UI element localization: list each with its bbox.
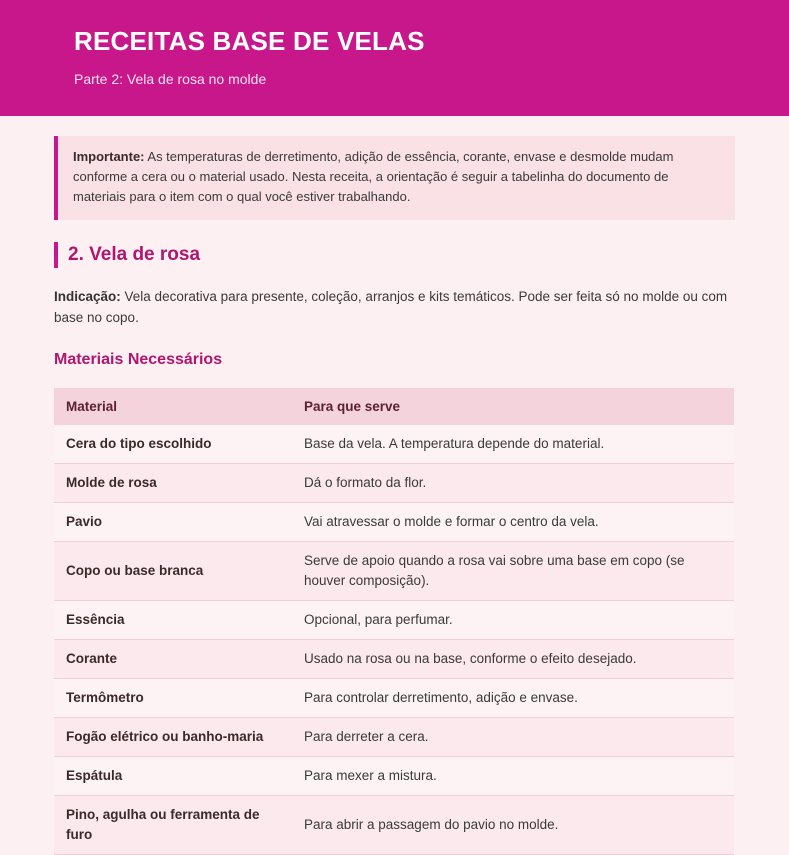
table-row	[54, 542, 734, 601]
column-header-purpose: Para que serve	[292, 388, 734, 425]
material-cell: Essência	[54, 601, 292, 640]
material-cell: Corante	[54, 640, 292, 679]
section-title: 2. Vela de rosa	[54, 242, 735, 268]
table-row	[54, 640, 734, 679]
purpose-cell: Para controlar derretimento, adição e envase.	[292, 679, 734, 718]
materials-table	[54, 388, 734, 855]
page-subtitle: Parte 2: Vela de rosa no molde	[74, 71, 267, 87]
materials-heading: Materiais Necessários	[54, 351, 223, 368]
table-row	[54, 757, 734, 796]
indication-label: Indicação:	[54, 289, 121, 304]
table-header-row	[54, 388, 734, 425]
purpose-cell: Para abrir a passagem do pavio no molde.	[292, 796, 734, 855]
important-note	[54, 136, 735, 220]
purpose-cell: Para derreter a cera.	[292, 718, 734, 757]
indication-text: Vela decorativa para presente, coleção, arranjos e kits temáticos. Pode ser feita só no molde ou com base no copo.	[54, 289, 728, 325]
important-note-text: As temperaturas de derretimento, adição de essência, corante, envase e desmolde mudam conforme a cera ou o material usado. Nesta receita, a orientação é seguir a tabelinha do documento de materiais para o item com o qual você estiver trabalhando.	[73, 149, 674, 204]
page-title: RECEITAS BASE DE VELAS	[74, 26, 425, 56]
table-row	[54, 796, 734, 855]
table-row	[54, 425, 734, 464]
table-row	[54, 718, 734, 757]
column-header-material: Material	[54, 388, 292, 425]
indication-paragraph	[54, 286, 735, 328]
material-cell: Pino, agulha ou ferramenta de furo	[54, 796, 292, 855]
main-content	[0, 116, 789, 855]
table-row	[54, 601, 734, 640]
purpose-cell: Vai atravessar o molde e formar o centro da vela.	[292, 503, 734, 542]
purpose-cell: Dá o formato da flor.	[292, 464, 734, 503]
material-cell: Pavio	[54, 503, 292, 542]
page-header	[0, 0, 789, 116]
table-row	[54, 464, 734, 503]
important-note-label: Importante:	[73, 149, 145, 164]
table-row	[54, 503, 734, 542]
material-cell: Espátula	[54, 757, 292, 796]
material-cell: Cera do tipo escolhido	[54, 425, 292, 464]
purpose-cell: Para mexer a mistura.	[292, 757, 734, 796]
material-cell: Molde de rosa	[54, 464, 292, 503]
material-cell: Copo ou base branca	[54, 542, 292, 601]
material-cell: Fogão elétrico ou banho-maria	[54, 718, 292, 757]
purpose-cell: Usado na rosa ou na base, conforme o efeito desejado.	[292, 640, 734, 679]
purpose-cell: Base da vela. A temperatura depende do material.	[292, 425, 734, 464]
purpose-cell: Serve de apoio quando a rosa vai sobre uma base em copo (se houver composição).	[292, 542, 734, 601]
purpose-cell: Opcional, para perfumar.	[292, 601, 734, 640]
table-row	[54, 679, 734, 718]
material-cell: Termômetro	[54, 679, 292, 718]
